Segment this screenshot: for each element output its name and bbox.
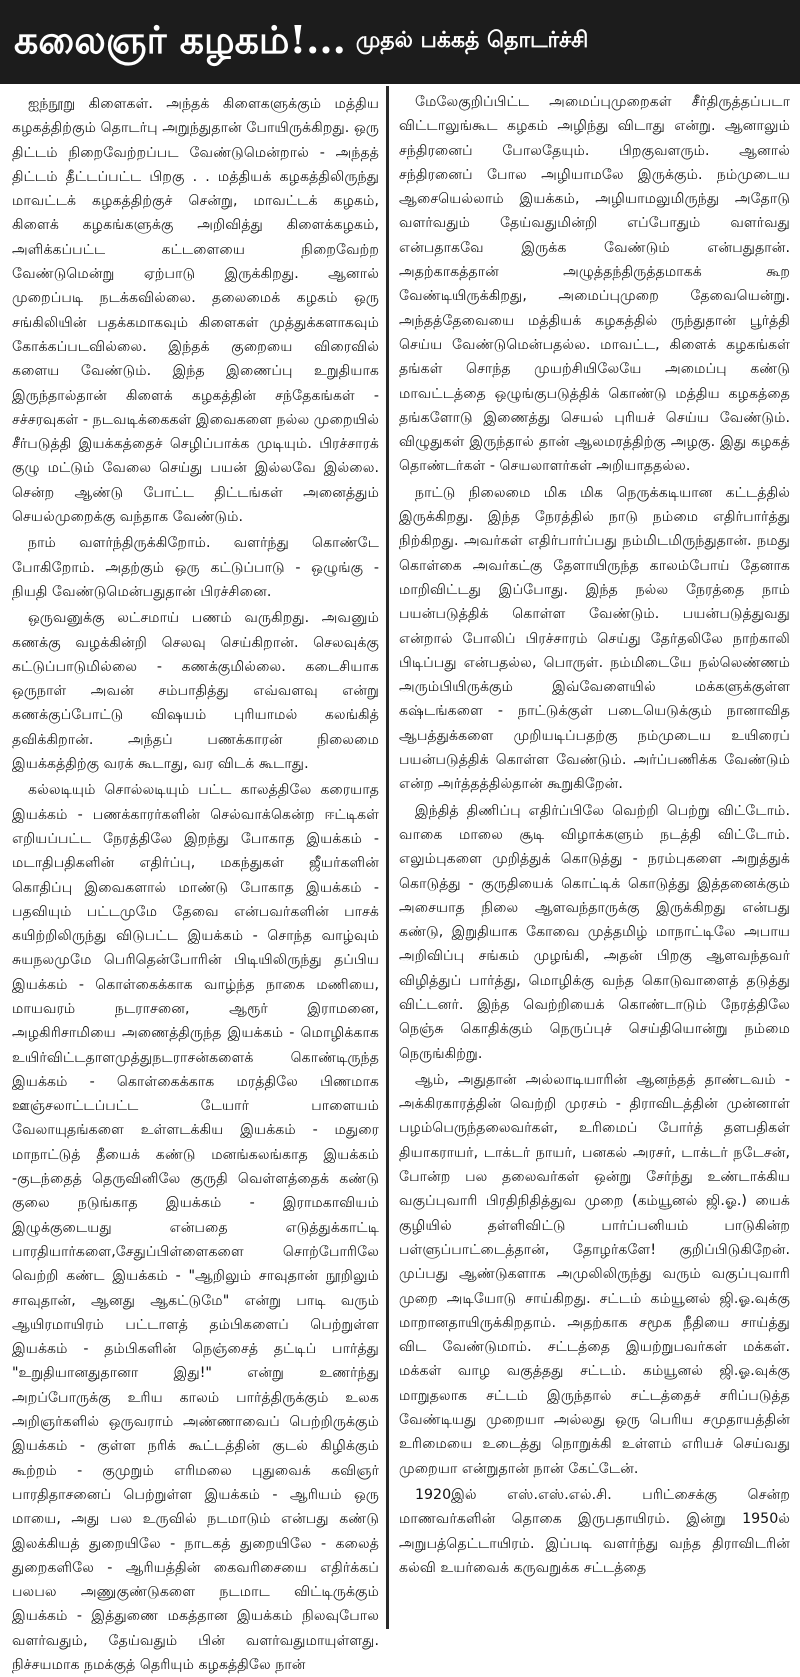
- article-title: கலைஞர் கழகம்!...: [14, 16, 346, 62]
- right-column: [389, 86, 800, 1626]
- paragraph: மேலேகுறிப்பிட்ட அமைப்புமுறைகள் சீர்திருத்தப்படா விட்டாலுங்கூட கழகம் அழிந்து விடாது என்று. ஆனாலும் சந்திரனைப் போலதேயும். பிறகுவளரும். ஆனால் சந்திரனைப் போல அழியாமலே இருக்கும். நம்முடைய ஆசையெல்லாம் இயக்கம், அழியாமலுமிருந்து அதோடு வளர்வதும் தேய்வதுமின்றி எப்போதும் வளர்வது என்பதாகவே இருக்க வேண்டும் என்பதுதான். அதற்காகத்தான் அழுத்தந்திருத்தமாகக் கூற வேண்டியிருக்கிறது, அமைப்புமுறை தேவையென்று. அந்தத்தேவையை மத்தியக் கழகத்தில் ருந்துதான் பூர்த்தி செய்ய வேண்டுமென்பதல்ல. மாவட்ட, கிளைக் கழகங்கள் தங்கள் சொந்த முயற்சியிலேயே அமைப்பு கண்டு மாவட்டத்தை ஒழுங்குபடுத்திக் கொண்டு மத்திய கழகத்தை தங்களோடு இணைத்து செயல் புரியச் செய்ய வேண்டும். விழுதுகள் இருந்தால் தான் ஆலமரத்திற்கு அழகு. இது கழகத் தொண்டர்கள் - செயலாளர்கள் அறியாததல்ல.: [399, 94, 790, 475]
- paragraph: கல்லடியும் சொல்லடியும் பட்ட காலத்திலே கரையாத இயக்கம் - பணக்காரர்களின் செல்வாக்கென்ற ஈட்டிகள் எறியப்பட்ட நேரத்திலே இறந்து போகாத இயக்கம் - மடாதிபதிகளின் எதிர்ப்பு, மகந்துகள் ஜீயர்களின் கொதிப்பு இவைகளால் மாண்டு போகாத இயக்கம் - பதவியும் பட்டமுமே தேவை என்பவர்களின் பாசக் கயிற்றிலிருந்து விடுபட்ட இயக்கம் - சொந்த வாழ்வும் சுயநலமுமே பெரிதென்போரின் பிடியிலிருந்து தப்பிய இயக்கம் - கொள்கைக்காக வாழ்ந்த நாகை மணியை, மாயவரம் நடராசனை, ஆரூர் இராமனை, அழகிரிசாமியை அணைத்திருந்த இயக்கம் - மொழிக்காக உயிர்விட்டதாளமுத்துநடராசன்களைக் கொண்டிருந்த இயக்கம் - கொள்கைக்காக மரத்திலே பிணமாக ஊஞ்சலாட்டப்பட்ட டேயார் பாளையம் வேலாயுதங்களை உள்ளடக்கிய இயக்கம் - மதுரை மாநாட்டுத் தீயைக் கண்டு மனங்கலங்காத இயக்கம் -குடந்தைத் தெருவினிலே குருதி வெள்ளத்தைக் கண்டு குலை நடுங்காத இயக்கம் - இராமகாவியம் இழுக்குடையது என்பதை எடுத்துக்காட்டி பாரதியார்களை,சேதுப்பிள்ளைகளை சொற்போரிலே வெற்றி கண்ட இயக்கம் - "ஆறிலும் சாவுதான் நூறிலும் சாவுதான், ஆனது ஆகட்டுமே" என்று பாடி வரும் ஆயிரமாயிரம் பட்டாளத் தம்பிகளைப் பெற்றுள்ள இயக்கம் - தம்பிகளின் நெஞ்சைத் தட்டிப் பார்த்து "உறுதியானதுதானா இது!" என்று உணர்ந்து அறப்போருக்கு உரிய காலம் பார்த்திருக்கும் உலக அறிஞர்களில் ஒருவராம் அண்ணாவைப் பெற்றிருக்கும் இயக்கம் - குள்ள நரிக் கூட்டத்தின் குடல் கிழிக்கும் கூற்றம் - குமுறும் எரிமலை புதுவைக் கவிஞர் பாரதிதாசனைப் பெற்றுள்ள இயக்கம் - ஆரியம் ஒரு மாயை, அது பல உருவில் நடமாடும் என்பது கண்டு இலக்கியத் துறையிலே - நாடகத் துறையிலே - கலைத் துறைகளிலே - ஆரியத்தின் கைவரிசையை எதிர்க்கப் பலபல அணுகுண்டுகளை நடமாட விட்டிருக்கும் இயக்கம் - இத்துணை மகத்தான இயக்கம் நிலவுபோல வளர்வதும், தேய்வதும் பின் வளர்வதுமாயுள்ளது. நிச்சயமாக நமக்குத் தெரியும் கழகத்திலே நான்: [12, 782, 379, 1673]
- paragraph: ஒருவனுக்கு லட்சமாய் பணம் வருகிறது. அவனும் கணக்கு வழக்கின்றி செலவு செய்கிறான். செலவுக்கு கட்டுப்பாடுமில்லை - கணக்குமில்லை. கடைசியாக ஒருநாள் அவன் சம்பாதித்து எவ்வளவு என்று கணக்குப்போட்டு விஷயம் புரியாமல் கலங்கித் தவிக்கிறான். அந்தப் பணக்காரன் நிலைமை இயக்கத்திற்கு வரக் கூடாது, வர விடக் கூடாது.: [12, 610, 379, 773]
- paragraph: நாட்டு நிலைமை மிக மிக நெருக்கடியான கட்டத்தில் இருக்கிறது. இந்த நேரத்தில் நாடு நம்மை எதிர்பார்த்து நிற்கிறது. அவர்கள் எதிர்பார்ப்பது நம்மிடமிருந்துதான். நமது கொள்கை அவர்கட்கு தேளாயிருந்த காலம்போய் தேனாக மாறிவிட்டது இப்போது. இந்த நல்ல நேரத்தை நாம் பயன்படுத்திக் கொள்ள வேண்டும். பயன்படுத்துவது என்றால் போலிப் பிரச்சாரம் செய்து தேர்தலிலே நாற்காலி பிடிப்பது என்பதல்ல, பொருள். நம்மிடையே நல்லெண்ணம் அரும்பியிருக்கும் இவ்வேளையில் மக்களுக்குள்ள கஷ்டங்களை - நாட்டுக்குள் படையெடுக்கும் நானாவித ஆபத்துக்களை முறியடிப்பதற்கு நம்முடைய உயிரைப் பயன்படுத்திக் கொள்ள வேண்டும். அர்ப்பணிக்க வேண்டும் என்ற அர்த்தத்தில்தான் கூறுகிறேன்.: [399, 484, 790, 793]
- continued-label: முதல் பக்கத் தொடர்ச்சி: [355, 28, 589, 53]
- continuation-header: [0, 0, 800, 84]
- paragraph: நாம் வளர்ந்திருக்கிறோம். வளர்ந்து கொண்டே போகிறோம். அதற்கும் ஒரு கட்டுப்பாடு - ஒழுங்கு - நியதி வேண்டுமென்பதுதான் பிரச்சினை.: [12, 535, 379, 600]
- paragraph: ஆம், அதுதான் அல்லாடியாரின் ஆனந்தத் தாண்டவம் - அக்கிரகாரத்தின் வெற்றி முரசம் - திராவிடத்தின் முன்னாள் பழம்பெருந்தலைவர்கள், உரிமைப் போர்த் தளபதிகள் தியாகராயர், டாக்டர் நாயர், பனகல் அரசர், டாக்டர் நடேசன், போன்ற பல தலைவர்கள் ஒன்று சேர்ந்து உண்டாக்கிய வகுப்புவாரி பிரதிநிதித்துவ முறை (கம்யூனல் ஜி.ஓ.) யைக் குழியில் தள்ளிவிட்டு பார்ப்பனியம் பாடுகின்ற பள்ளுப்பாட்டைத்தான், தோழர்களே! குறிப்பிடுகிறேன். முப்பது ஆண்டுகளாக அமுலிலிருந்து வரும் வகுப்புவாரி முறை அடியோடு சாய்கிறது. சட்டம் கம்யூனல் ஜி.ஓ.வுக்கு மாறானதாயிருக்கிறதாம். அதற்காக சமூக நீதியை சாய்த்து விட வேண்டுமாம். சட்டத்தை இயற்றுபவர்கள் மக்கள். மக்கள் வாழ வகுத்தது சட்டம். கம்யூனல் ஜி.ஓ.வுக்கு மாறுதலாக சட்டம் இருந்தால் சட்டத்தைச் சரிப்படுத்த வேண்டியது முறையா அல்லது ஒரு பெரிய சமுதாயத்தின் உரிமையை உடைத்து நொறுக்கி உள்ளம் எரியச் செய்வது முறையா என்றுதான் நான் கேட்டேன்.: [399, 1071, 790, 1477]
- paragraph: 1920இல் எஸ்.எஸ்.எல்.சி. பரிட்சைக்கு சென்ற மாணவர்களின் தொகை இருபதாயிரம். இன்று 1950ல் அறுபத்தெட்டாயிரம். இப்படி வளர்ந்து வந்த திராவிடரின் கல்வி உயர்வைக் கருவறுக்க சட்டத்தை: [399, 1486, 790, 1576]
- paragraph: இந்தித் திணிப்பு எதிர்ப்பிலே வெற்றி பெற்று விட்டோம். வாகை மாலை சூடி விழாக்களும் நடத்தி விட்டோம். எலும்புகளை முறித்துக் கொடுத்து - நரம்புகளை அறுத்துக் கொடுத்து - குருதியைக் கொட்டிக் கொடுத்து இத்தனைக்கும் அசையாத நிலை ஆளவந்தாருக்கு இருக்கிறது என்பது கண்டு, இறுதியாக கோவை முத்தமிழ் மாநாட்டிலே அபாய அறிவிப்பு சங்கம் முழங்கி, அதன் பிறகு ஆளவந்தவர் விழித்துப் பார்த்து, மொழிக்கு வந்த கொடுவாளைத் தடுத்து விட்டனர். இந்த வெற்றியைக் கொண்டாடும் நேரத்திலே நெஞ்சு கொதிக்கும் நெருப்புச் செய்தியொன்று நம்மை நெருங்கிற்று.: [399, 802, 790, 1062]
- left-column: [0, 86, 387, 1673]
- paragraph: ஐந்நூறு கிளைகள். அந்தக் கிளைகளுக்கும் மத்திய கழகத்திற்கும் தொடர்பு அறுந்துதான் போயிருக்கிறது. ஒரு திட்டம் நிறைவேற்றப்பட வேண்டுமென்றால் - அந்தத் திட்டம் தீட்டப்பட்ட பிறகு . . மத்தியக் கழகத்திலிருந்து மாவட்டக் கழகத்திற்குச் சென்று, மாவட்டக் கழகம், கிளைக் கழகங்களுக்கு அறிவித்து கிளைக்கழகம், அளிக்கப்பட்ட கட்டளையை நிறைவேற்ற வேண்டுமென்று ஏற்பாடு இருக்கிறது. ஆனால் முறைப்படி நடக்கவில்லை. தலைமைக் கழகம் ஒரு சங்கிலியின் பதக்கமாகவும் கிளைகள் முத்துக்களாகவும் கோக்கப்படவில்லை. இந்தக் குறையை விரைவில் களைய வேண்டும். இந்த இணைப்பு உறுதியாக இருந்தால்தான் கிளைக் கழகத்தின் சந்தேகங்கள் - சச்சரவுகள் - நடவடிக்கைகள் இவைகளை நல்ல முறையில் சீர்படுத்தி இயக்கத்தைச் செழிப்பாக்க முடியும். பிரச்சாரக் குழு மட்டும் வேலை செய்து பயன் இல்லவே இல்லை. சென்ற ஆண்டு போட்ட திட்டங்கள் அனைத்தும் செயல்முறைக்கு வந்தாக வேண்டும்.: [12, 96, 379, 526]
